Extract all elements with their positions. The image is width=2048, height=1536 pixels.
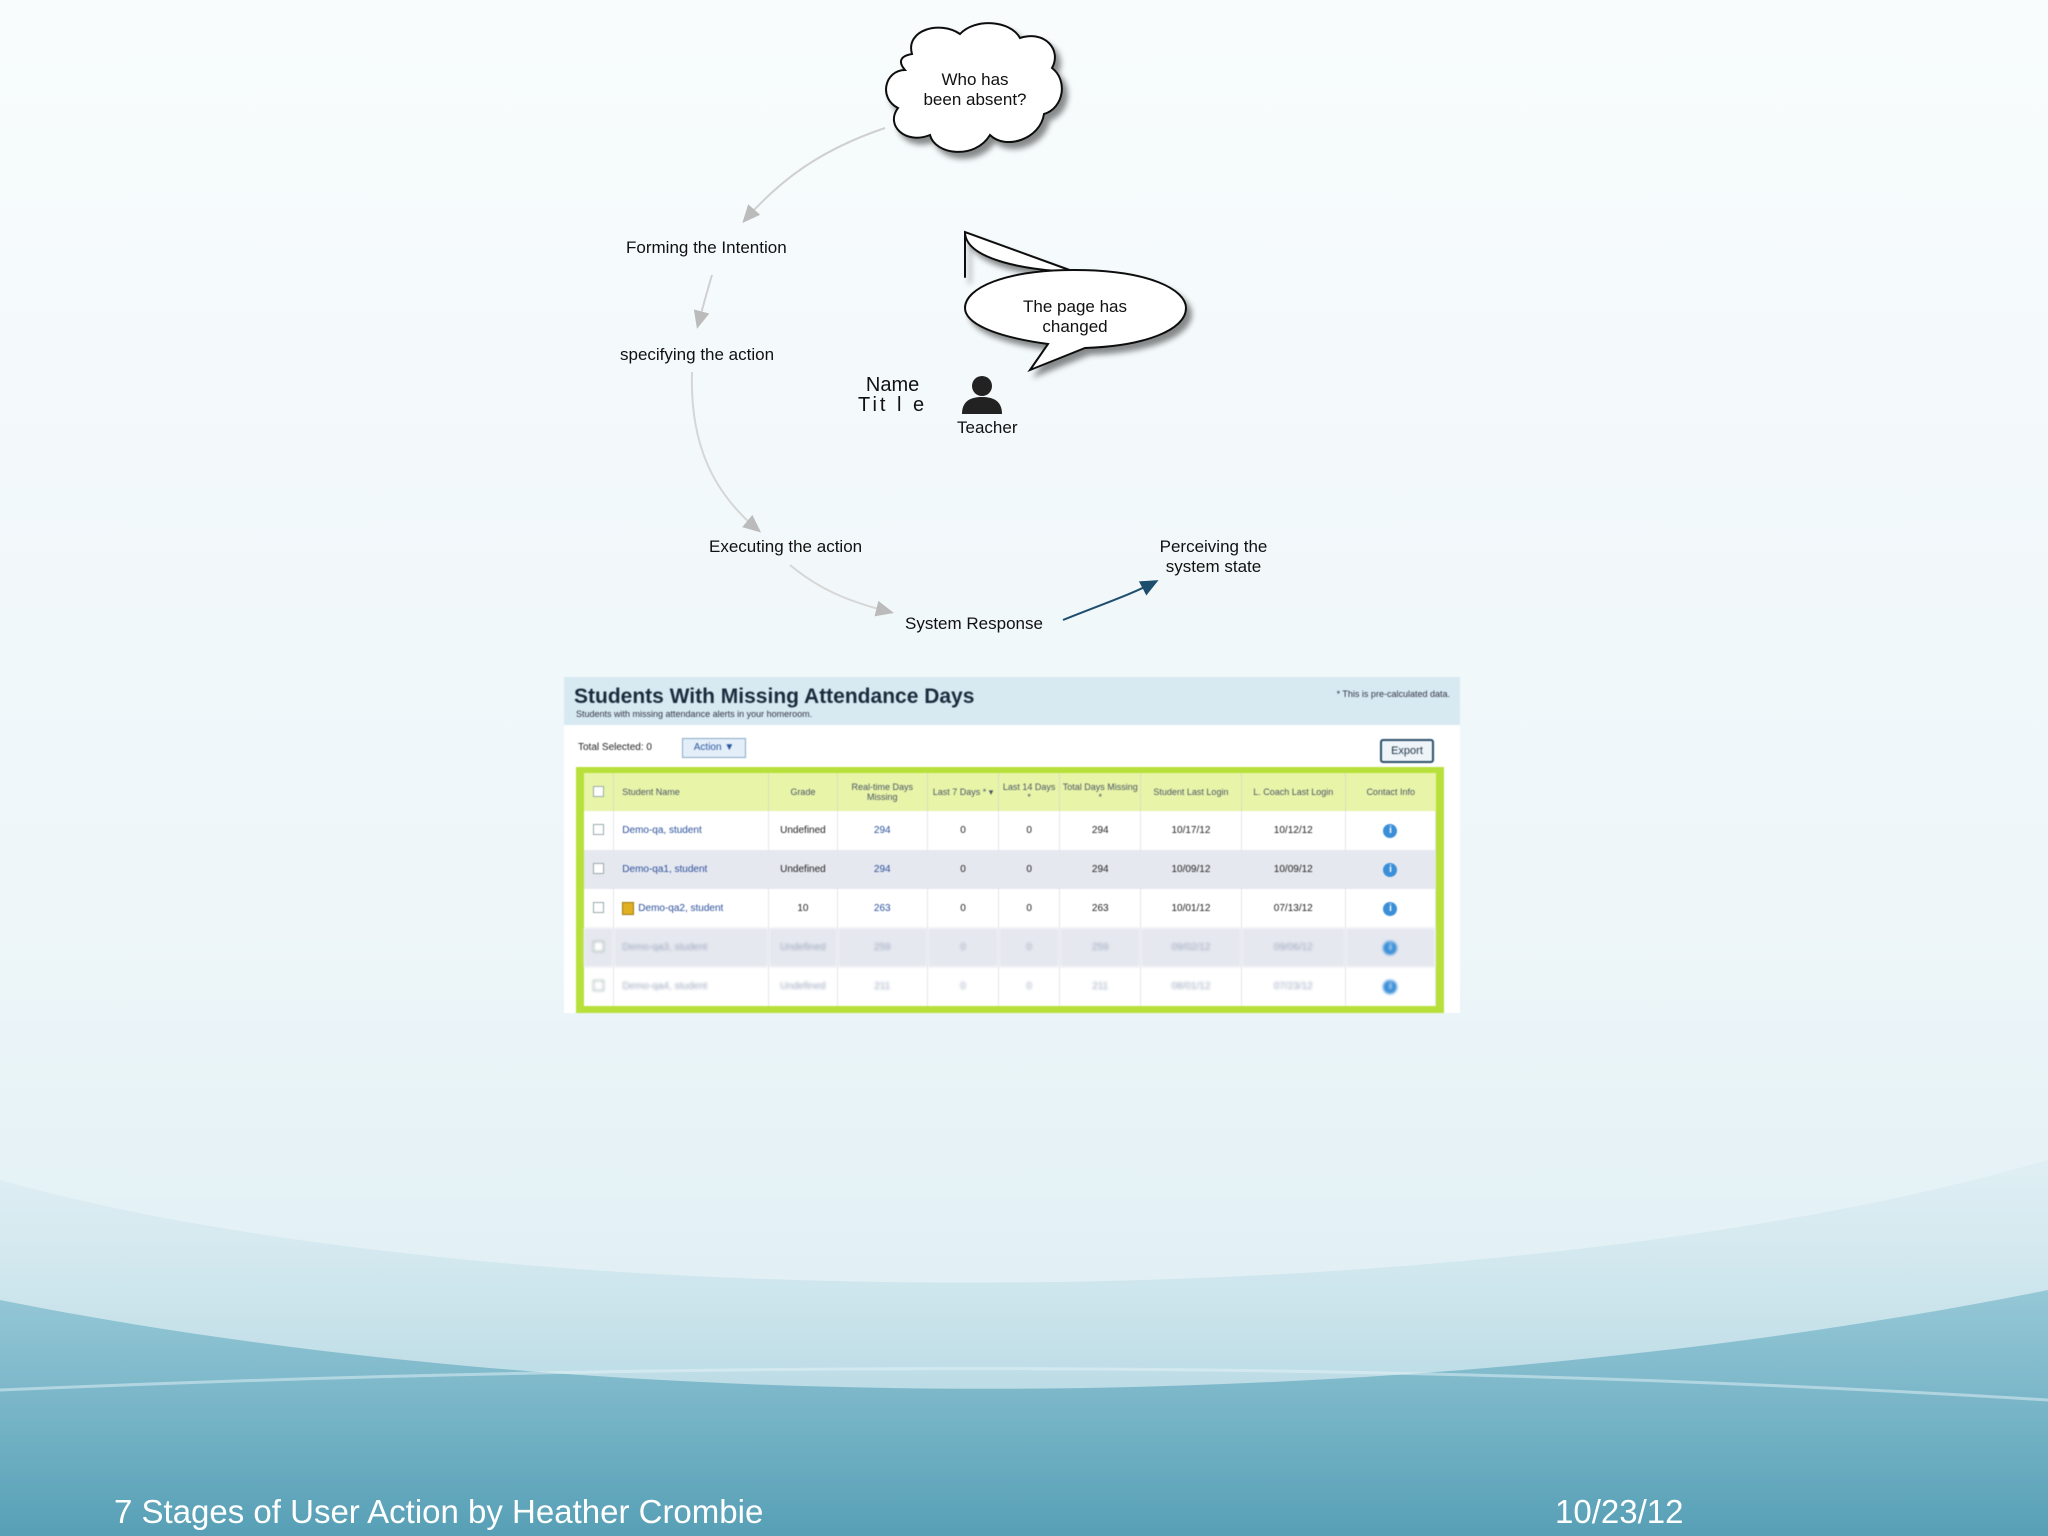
coach-login-cell: 10/12/12 — [1241, 811, 1345, 850]
last7-cell: 0 — [928, 928, 999, 967]
thought-line-2: been absent? — [923, 90, 1027, 109]
table-header-row — [584, 773, 1436, 811]
row-checkbox-cell[interactable] — [584, 850, 614, 889]
row-checkbox[interactable] — [593, 863, 604, 874]
row-checkbox[interactable] — [593, 902, 604, 913]
footer-date: 10/23/12 — [1555, 1493, 1684, 1530]
realtime-days-link[interactable]: 294 — [837, 811, 928, 850]
coach-login-cell: 09/06/12 — [1241, 928, 1345, 967]
stage-executing-action: Executing the action — [709, 537, 863, 556]
column-header[interactable]: Student Name — [614, 773, 769, 811]
attendance-table — [584, 773, 1436, 1006]
row-checkbox-cell[interactable] — [584, 889, 614, 928]
arrow-to-executing — [692, 372, 758, 530]
person-silhouette-icon — [962, 376, 1002, 414]
student-name-cell[interactable] — [614, 889, 769, 928]
student-login-cell: 08/01/12 — [1141, 967, 1241, 1006]
total-days-cell: 294 — [1060, 850, 1141, 889]
row-checkbox-cell[interactable] — [584, 811, 614, 850]
student-name-link[interactable]: Demo-qa3, student — [614, 928, 769, 967]
total-days-cell: 211 — [1060, 967, 1141, 1006]
student-name-link[interactable]: Demo-qa4, student — [614, 967, 769, 1006]
arrow-to-perceiving — [1063, 582, 1155, 620]
persona-name-title — [858, 375, 927, 415]
info-icon[interactable]: i — [1383, 941, 1397, 955]
grade-cell: 10 — [769, 889, 837, 928]
select-all-header[interactable] — [584, 773, 614, 811]
last14-cell: 0 — [998, 811, 1059, 850]
row-checkbox[interactable] — [593, 980, 604, 991]
footer-title: 7 Stages of User Action by Heather Crombie — [114, 1493, 764, 1530]
last7-cell: 0 — [928, 889, 999, 928]
student-name-link[interactable]: Demo-qa, student — [614, 811, 769, 850]
row-checkbox-cell[interactable] — [584, 967, 614, 1006]
speech-line-2: changed — [1042, 317, 1108, 336]
speech-line-1: The page has — [1023, 297, 1127, 316]
last7-cell: 0 — [928, 811, 999, 850]
total-days-cell: 294 — [1060, 811, 1141, 850]
contact-info-cell[interactable] — [1345, 928, 1435, 967]
last14-cell: 0 — [998, 889, 1059, 928]
column-header[interactable]: Student Last Login — [1141, 773, 1241, 811]
student-name-link[interactable]: Demo-qa2, student — [638, 903, 724, 915]
attendance-report-screenshot — [564, 677, 1460, 1013]
coach-login-cell: 07/13/12 — [1241, 889, 1345, 928]
realtime-days-link[interactable]: 294 — [837, 850, 928, 889]
column-header[interactable]: L. Coach Last Login — [1241, 773, 1345, 811]
info-icon[interactable]: i — [1383, 824, 1397, 838]
grade-cell: Undefined — [769, 811, 837, 850]
total-selected-label: Total Selected: 0 — [578, 742, 652, 753]
student-login-cell: 10/17/12 — [1141, 811, 1241, 850]
report-subtitle: Students with missing attendance alerts in your homeroom. — [576, 709, 813, 719]
column-header[interactable]: Real-time Days Missing — [837, 773, 928, 811]
realtime-days-link[interactable]: 259 — [837, 928, 928, 967]
table-row — [584, 928, 1436, 967]
info-icon[interactable]: i — [1383, 902, 1397, 916]
contact-info-cell[interactable] — [1345, 811, 1435, 850]
last7-cell: 0 — [928, 967, 999, 1006]
grade-cell: Undefined — [769, 850, 837, 889]
student-name-link[interactable]: Demo-qa1, student — [614, 850, 769, 889]
report-table-frame — [576, 767, 1444, 1013]
speech-bubble-text — [1010, 297, 1140, 337]
perceiving-line-2: system state — [1165, 557, 1262, 576]
column-header[interactable]: Last 14 Days * — [998, 773, 1059, 811]
info-icon[interactable]: i — [1383, 980, 1397, 994]
thought-line-1: Who has — [941, 70, 1009, 89]
row-checkbox[interactable] — [593, 941, 604, 952]
perceiving-line-1: Perceiving the — [1159, 537, 1268, 556]
arrow-to-forming — [745, 128, 885, 220]
action-dropdown[interactable]: Action ▼ — [682, 738, 746, 758]
arrow-to-specifying — [698, 275, 712, 325]
persona-title: Tit l e — [858, 394, 928, 416]
column-header[interactable]: Last 7 Days * ▾ — [928, 773, 999, 811]
grade-cell: Undefined — [769, 928, 837, 967]
last7-cell: 0 — [928, 850, 999, 889]
lock-icon — [622, 902, 634, 915]
table-row — [584, 889, 1436, 928]
student-login-cell: 10/01/12 — [1141, 889, 1241, 928]
contact-info-cell[interactable] — [1345, 967, 1435, 1006]
persona-role: Teacher — [957, 418, 1018, 437]
realtime-days-link[interactable]: 211 — [837, 967, 928, 1006]
select-all-checkbox[interactable] — [593, 786, 604, 797]
export-button[interactable]: Export — [1380, 739, 1434, 763]
row-checkbox[interactable] — [593, 824, 604, 835]
student-login-cell: 09/02/12 — [1141, 928, 1241, 967]
column-header[interactable]: Grade — [769, 773, 837, 811]
row-checkbox-cell[interactable] — [584, 928, 614, 967]
stage-forming-intention: Forming the Intention — [626, 238, 787, 257]
stage-system-response: System Response — [905, 614, 1043, 633]
last14-cell: 0 — [998, 928, 1059, 967]
total-days-cell: 263 — [1060, 889, 1141, 928]
report-title: Students With Missing Attendance Days — [574, 685, 975, 708]
table-row — [584, 850, 1436, 889]
student-login-cell: 10/09/12 — [1141, 850, 1241, 889]
last14-cell: 0 — [998, 967, 1059, 1006]
info-icon[interactable]: i — [1383, 863, 1397, 877]
arrow-to-response — [790, 565, 890, 612]
column-header[interactable]: Contact Info — [1345, 773, 1435, 811]
coach-login-cell: 07/23/12 — [1241, 967, 1345, 1006]
persona-name: Name — [865, 374, 920, 396]
realtime-days-link[interactable]: 263 — [837, 889, 928, 928]
column-header[interactable]: Total Days Missing * — [1060, 773, 1141, 811]
contact-info-cell[interactable] — [1345, 850, 1435, 889]
report-note: * This is pre-calculated data. — [1336, 689, 1450, 699]
table-row — [584, 811, 1436, 850]
stage-specifying-action: specifying the action — [620, 345, 775, 364]
table-row — [584, 967, 1436, 1006]
contact-info-cell[interactable] — [1345, 889, 1435, 928]
coach-login-cell: 10/09/12 — [1241, 850, 1345, 889]
grade-cell: Undefined — [769, 967, 837, 1006]
last14-cell: 0 — [998, 850, 1059, 889]
total-days-cell: 259 — [1060, 928, 1141, 967]
stage-perceiving-state — [1136, 537, 1291, 577]
thought-bubble-text — [910, 70, 1040, 110]
